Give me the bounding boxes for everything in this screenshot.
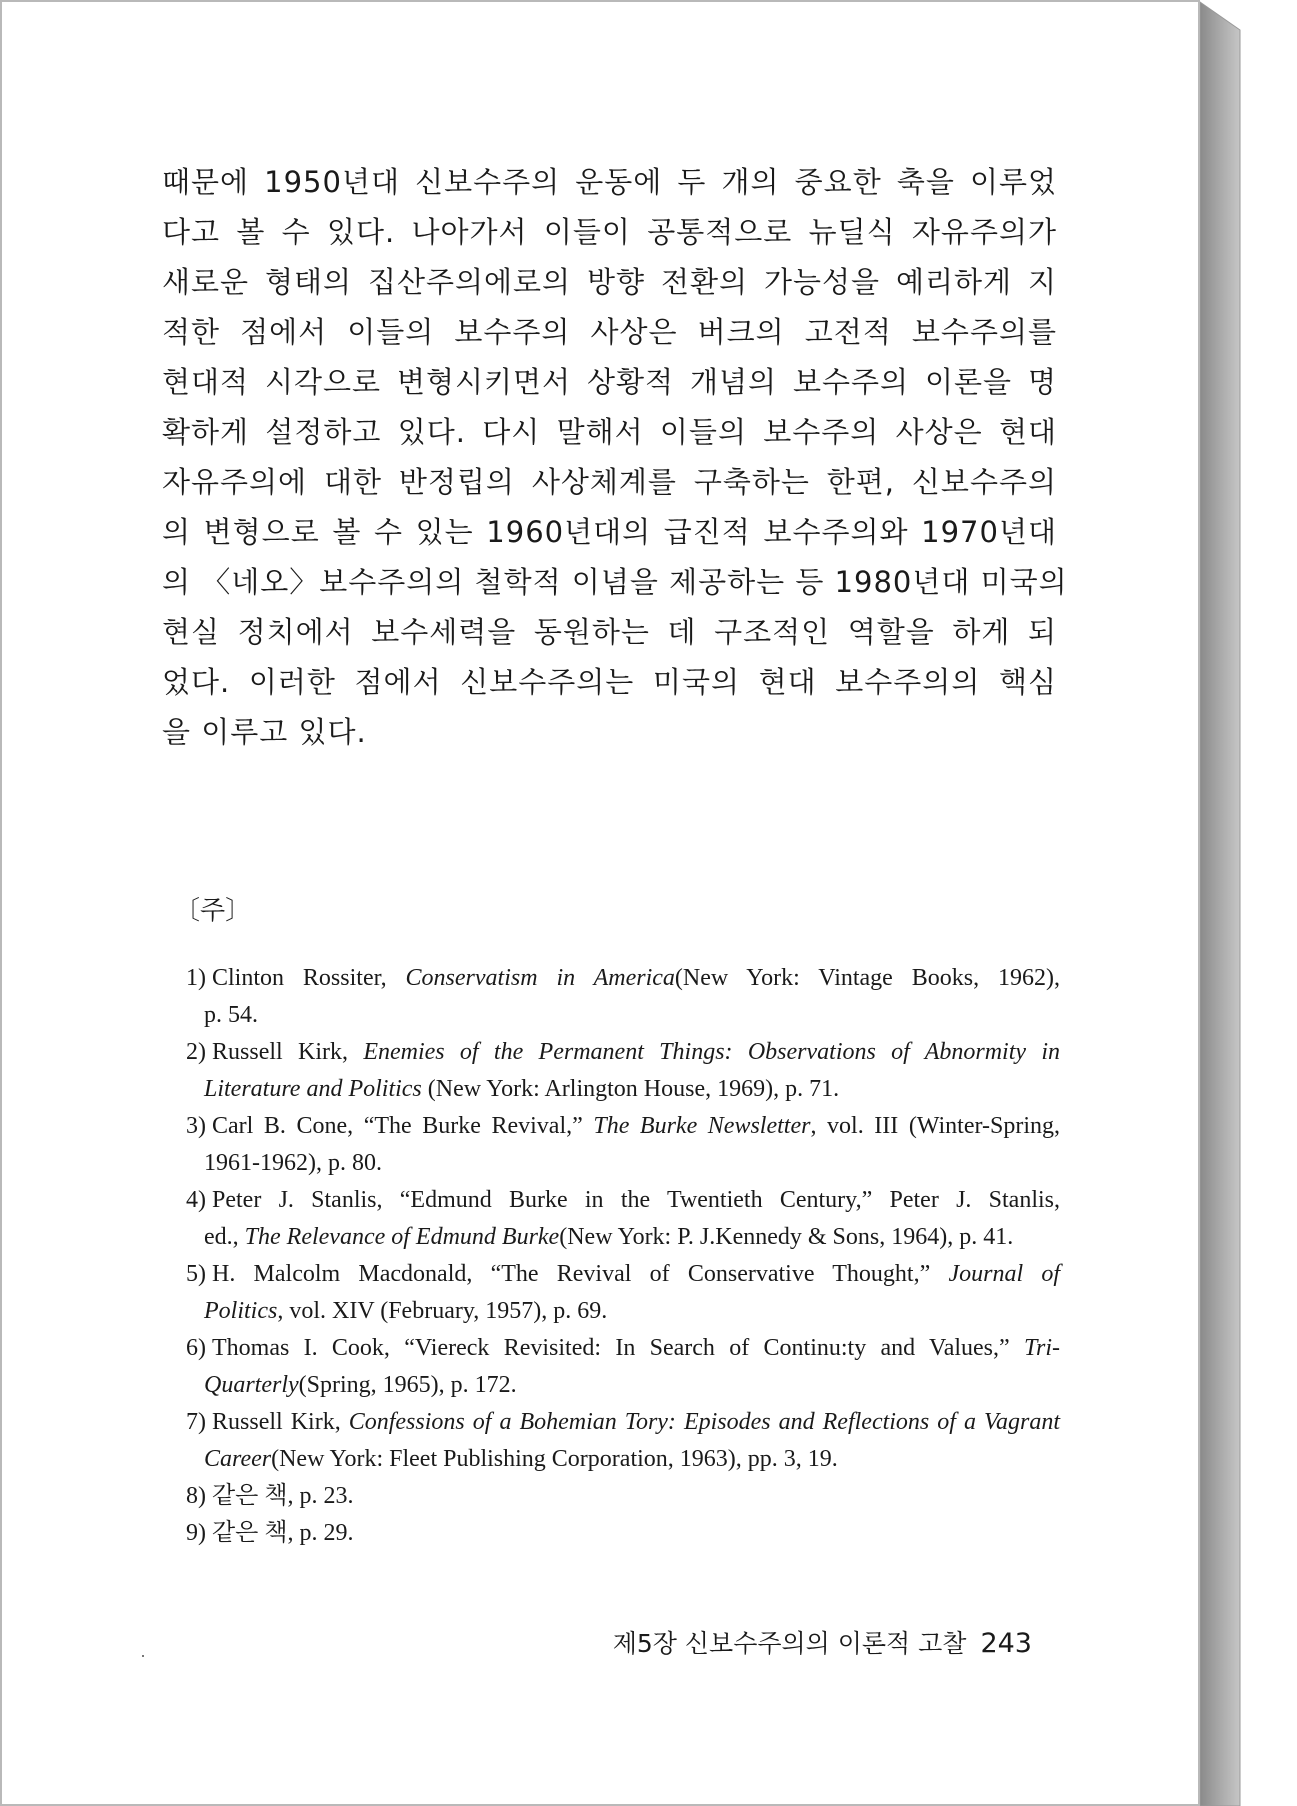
footnote-title: Enemies of the Permanent Things: Observations of Abnormity in bbox=[363, 1039, 1060, 1065]
scan-speck bbox=[142, 1655, 144, 1657]
footnote-number: 4) bbox=[186, 1187, 206, 1213]
footnote-number: 3) bbox=[186, 1113, 206, 1139]
footnote bbox=[186, 1034, 1060, 1108]
page-footer bbox=[602, 1624, 1032, 1660]
body-line: 적한 점에서 이들의 보수주의 사상은 버크의 고전적 보수주의를 bbox=[162, 315, 1057, 349]
body-line: 확하게 설정하고 있다. 다시 말해서 이들의 보수주의 사상은 현대 bbox=[162, 415, 1057, 449]
chapter-running-head: 제5장 신보수주의의 이론적 고찰 bbox=[612, 1629, 967, 1658]
footnote-text: Russell Kirk, bbox=[212, 1409, 349, 1435]
footnote-title: Confessions of a Bohemian Tory: Episodes and Reflections of a Vagrant bbox=[348, 1409, 1061, 1435]
body-line: 다고 볼 수 있다. 나아가서 이들이 공통적으로 뉴딜식 자유주의가 bbox=[162, 215, 1057, 249]
footnote-number: 7) bbox=[186, 1409, 206, 1435]
footnote bbox=[186, 1404, 1060, 1478]
footnote bbox=[186, 1256, 1060, 1330]
footnote-title: Politics bbox=[204, 1298, 278, 1324]
footnote-number: 8) bbox=[186, 1483, 206, 1509]
body-line: 새로운 형태의 집산주의에로의 방향 전환의 가능성을 예리하게 지 bbox=[162, 265, 1057, 299]
footnote-title: Journal of bbox=[948, 1261, 1060, 1287]
footnote bbox=[186, 1478, 1060, 1515]
footnote-text: (New York: Vintage Books, 1962), bbox=[674, 965, 1060, 991]
footnote-title: The Burke Newsletter bbox=[593, 1113, 811, 1139]
footnote-text: H. Malcolm Macdonald, “The Revival of Conservative Thought,” bbox=[212, 1261, 949, 1287]
footnote-number: 1) bbox=[186, 965, 206, 991]
footnote-number: 6) bbox=[186, 1335, 206, 1361]
footnote-continuation: (New York: P. J.Kennedy & Sons, 1964), p. 41. bbox=[559, 1224, 1014, 1250]
footnote-number: 9) bbox=[186, 1520, 206, 1546]
footnote-title: Literature and Politics bbox=[204, 1076, 422, 1102]
body-line: 을 이루고 있다. bbox=[162, 715, 367, 749]
footnote bbox=[186, 1330, 1060, 1404]
footnote-title: Conservatism in America bbox=[405, 965, 675, 991]
footnote bbox=[186, 1182, 1060, 1256]
body-line: 의 〈네오〉보수주의의 철학적 이념을 제공하는 등 1980년대 미국의 bbox=[162, 565, 1068, 599]
footnote-title: Career bbox=[204, 1446, 272, 1472]
body-line: 때문에 1950년대 신보수주의 운동에 두 개의 중요한 축을 이루었 bbox=[162, 165, 1057, 199]
footnote-text: 같은 책, p. 23. bbox=[212, 1483, 354, 1509]
footnotes-list bbox=[186, 960, 1060, 1552]
footnote-title: Quarterly bbox=[204, 1372, 299, 1398]
footnote bbox=[186, 960, 1060, 1034]
footnote-title: The Relevance of Edmund Burke bbox=[244, 1224, 560, 1250]
body-line: 의 변형으로 볼 수 있는 1960년대의 급진적 보수주의와 1970년대 bbox=[162, 515, 1057, 549]
footnote-text: Carl B. Cone, “The Burke Revival,” bbox=[212, 1113, 594, 1139]
page-number: 243 bbox=[980, 1628, 1032, 1659]
footnote-text: Clinton Rossiter, bbox=[212, 965, 406, 991]
footnote-continuation: 1961-1962), p. 80. bbox=[204, 1150, 382, 1176]
footnote-continuation: (New York: Arlington House, 1969), p. 71. bbox=[421, 1076, 840, 1102]
body-line: 현대적 시각으로 변형시키면서 상황적 개념의 보수주의 이론을 명 bbox=[162, 365, 1057, 399]
footnote-number: 5) bbox=[186, 1261, 206, 1287]
footnote-text: ed., bbox=[204, 1224, 245, 1250]
notes-heading: 〔주〕 bbox=[174, 896, 252, 926]
footnote-text: , vol. III (Winter-Spring, bbox=[810, 1113, 1060, 1139]
footnote-continuation: , vol. XIV (February, 1957), p. 69. bbox=[277, 1298, 608, 1324]
body-line: 현실 정치에서 보수세력을 동원하는 데 구조적인 역할을 하게 되 bbox=[162, 615, 1057, 649]
footnote bbox=[186, 1515, 1060, 1552]
footnote-title: Tri- bbox=[1023, 1335, 1060, 1361]
footnote-text: Peter J. Stanlis, “Edmund Burke in the Twentieth Century,” Peter J. Stanlis, bbox=[212, 1187, 1060, 1213]
footnote-continuation: (New York: Fleet Publishing Corporation, 1963), pp. 3, 19. bbox=[271, 1446, 838, 1472]
body-line: 자유주의에 대한 반정립의 사상체계를 구축하는 한편, 신보수주의 bbox=[162, 465, 1057, 499]
footnote-continuation: p. 54. bbox=[204, 1002, 258, 1028]
footnote-text: Thomas I. Cook, “Viereck Revisited: In Search of Continu:ty and Values,” bbox=[212, 1335, 1024, 1361]
footnote bbox=[186, 1108, 1060, 1182]
footnote-number: 2) bbox=[186, 1039, 206, 1065]
body-line: 었다. 이러한 점에서 신보수주의는 미국의 현대 보수주의의 핵심 bbox=[162, 665, 1057, 699]
footnote-text: Russell Kirk, bbox=[212, 1039, 364, 1065]
footnote-continuation: (Spring, 1965), p. 172. bbox=[298, 1372, 517, 1398]
book-edge-shadow bbox=[1200, 0, 1248, 1806]
body-text bbox=[162, 157, 1068, 757]
footnote-text: 같은 책, p. 29. bbox=[212, 1520, 354, 1546]
